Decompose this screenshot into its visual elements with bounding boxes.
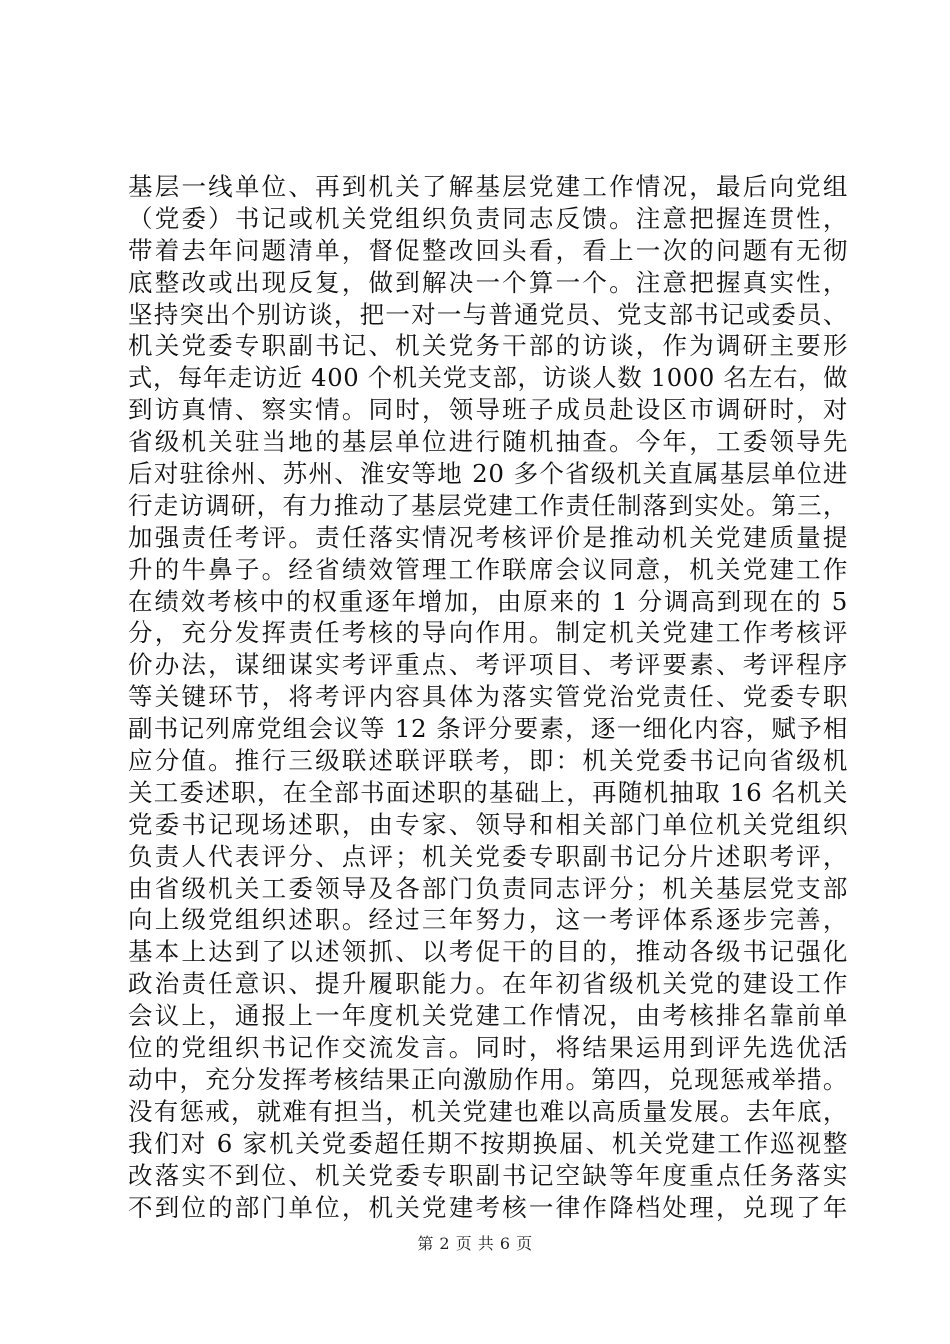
text-line: 副书记列席党组会议等 12 条评分要素，逐一细化内容，赋予相	[128, 714, 848, 744]
text-line: 基层一线单位、再到机关了解基层党建工作情况，最后向党组	[128, 172, 848, 201]
text-line: 党委书记现场述职，由专家、领导和相关部门单位机关党组织	[128, 809, 848, 839]
text-line: 动中，充分发挥考核结果正向激励作用。第四，兑现惩戒举措。	[128, 1064, 848, 1094]
text-line: 升的牛鼻子。经省绩效管理工作联席会议同意，机关党建工作	[128, 554, 848, 584]
text-line: 改落实不到位、机关党委专职副书记空缺等年度重点任务落实	[128, 1160, 848, 1190]
text-line: 位的党组织书记作交流发言。同时，将结果运用到评先选优活	[128, 1033, 848, 1063]
text-line: 坚持突出个别访谈，把一对一与普通党员、党支部书记或委员、	[128, 299, 848, 329]
text-line: 没有惩戒，就难有担当，机关党建也难以高质量发展。去年底，	[128, 1096, 848, 1126]
text-line: 由省级机关工委领导及各部门负责同志评分；机关基层党支部	[128, 873, 848, 903]
text-line: 基本上达到了以述领抓、以考促干的目的，推动各级书记强化	[128, 937, 848, 967]
text-line: 应分值。推行三级联述联评联考，即：机关党委书记向省级机	[128, 746, 848, 776]
text-line: 等关键环节，将考评内容具体为落实管党治党责任、党委专职	[128, 682, 848, 712]
text-line: 向上级党组织述职。经过三年努力，这一考评体系逐步完善，	[128, 905, 848, 935]
text-line: 不到位的部门单位，机关党建考核一律作降档处理，兑现了年	[128, 1192, 848, 1222]
text-line: 省级机关驻当地的基层单位进行随机抽查。今年，工委领导先	[128, 427, 848, 457]
body-text	[128, 171, 848, 1223]
text-line: 机关党委专职副书记、机关党务干部的访谈，作为调研主要形	[128, 331, 848, 361]
text-line: 带着去年问题清单，督促整改回头看，看上一次的问题有无彻	[128, 235, 848, 265]
text-line: （党委）书记或机关党组织负责同志反馈。注意把握连贯性，	[128, 203, 848, 233]
text-line: 政治责任意识、提升履职能力。在年初省级机关党的建设工作	[128, 969, 848, 999]
page-footer: 第 2 页 共 6 页	[417, 1234, 533, 1253]
text-line: 式，每年走访近 400 个机关党支部，访谈人数 1000 名左右，做	[128, 363, 848, 393]
text-line: 会议上，通报上一年度机关党建工作情况，由考核排名靠前单	[128, 1001, 848, 1031]
text-line: 后对驻徐州、苏州、淮安等地 20 多个省级机关直属基层单位进	[128, 459, 848, 489]
text-line: 底整改或出现反复，做到解决一个算一个。注意把握真实性，	[128, 267, 848, 297]
text-line: 我们对 6 家机关党委超任期不按期换届、机关党建工作巡视整	[128, 1128, 848, 1158]
text-line: 行走访调研，有力推动了基层党建工作责任制落到实处。第三，	[128, 490, 848, 520]
text-line: 关工委述职，在全部书面述职的基础上，再随机抽取 16 名机关	[128, 777, 848, 807]
text-line: 分，充分发挥责任考核的导向作用。制定机关党建工作考核评	[128, 618, 848, 648]
text-line: 到访真情、察实情。同时，领导班子成员赴设区市调研时，对	[128, 395, 848, 425]
text-line: 在绩效考核中的权重逐年增加，由原来的 1 分调高到现在的 5	[128, 586, 848, 616]
text-line: 加强责任考评。责任落实情况考核评价是推动机关党建质量提	[128, 522, 848, 552]
text-line: 负责人代表评分、点评；机关党委专职副书记分片述职考评，	[128, 841, 848, 871]
text-line: 价办法，谋细谋实考评重点、考评项目、考评要素、考评程序	[128, 650, 848, 680]
